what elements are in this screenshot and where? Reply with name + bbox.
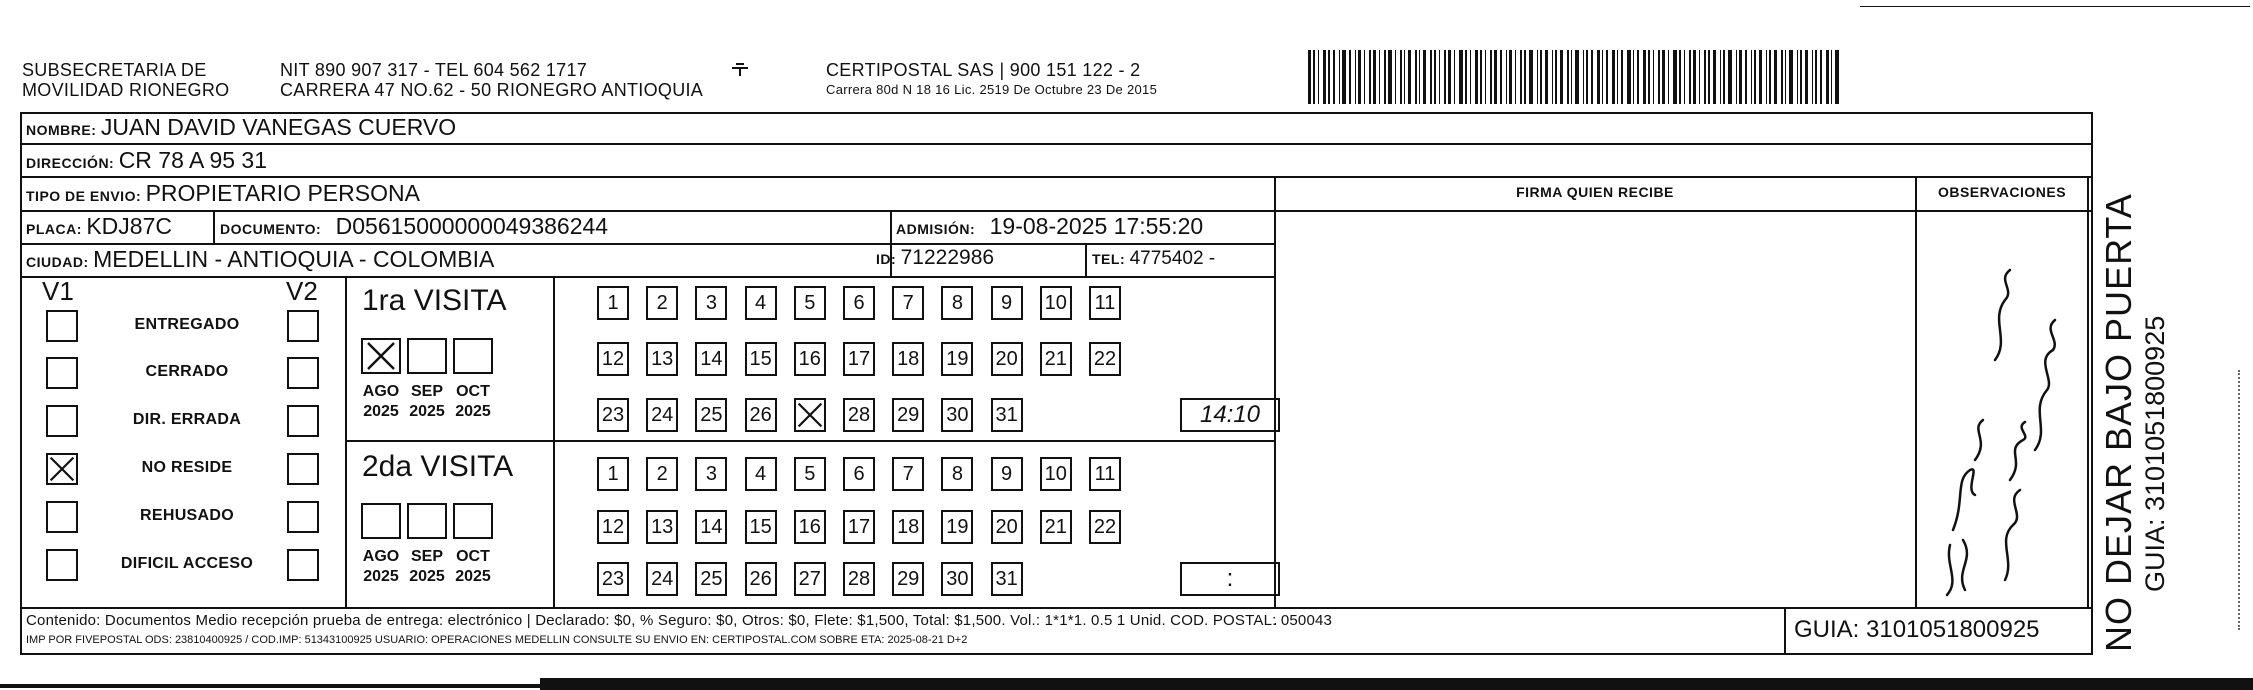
v2-checkbox[interactable] (287, 310, 319, 342)
nombre-label: NOMBRE: (26, 122, 97, 138)
row-rule (345, 440, 1275, 442)
barcode-bar (1515, 50, 1516, 104)
barcode-bar (1500, 50, 1502, 104)
nombre-value: JUAN DAVID VANEGAS CUERVO (100, 114, 457, 140)
second-visit-time[interactable]: : (1180, 562, 1280, 596)
barcode-bar (1739, 50, 1742, 104)
day-box[interactable]: 8 (941, 286, 973, 320)
v2-label: V2 (286, 276, 318, 306)
v1-checkbox[interactable] (46, 549, 78, 581)
barcode-bar (1633, 50, 1634, 104)
barcode-bar (1781, 50, 1783, 104)
status-label: NO RESIDE (141, 459, 233, 476)
barcode-bar (1408, 50, 1411, 104)
month-year: 2025 (455, 568, 491, 585)
month-year: 2025 (455, 403, 491, 420)
ciudad-value: MEDELLIN - ANTIOQUIA - COLOMBIA (93, 246, 495, 272)
month-year: 2025 (363, 403, 399, 420)
footer-guia: GUIA: 3101051800925 (1794, 616, 2040, 643)
barcode-bar (1480, 50, 1482, 104)
row-rule (20, 607, 2093, 609)
day-box[interactable]: 26 (745, 398, 777, 432)
id-label: ID: (876, 251, 897, 267)
barcode-bar (1415, 50, 1417, 104)
month-box[interactable] (361, 338, 401, 374)
barcode-bar (1571, 50, 1572, 104)
row-rule (20, 210, 2093, 212)
day-box[interactable]: 5 (794, 457, 826, 491)
day-box[interactable]: 7 (892, 457, 924, 491)
day-box[interactable]: 9 (991, 286, 1023, 320)
day-box[interactable]: 2 (646, 457, 678, 491)
barcode-bar (1384, 50, 1386, 104)
day-box[interactable]: 8 (941, 457, 973, 491)
logo-icon (728, 62, 752, 83)
barcode-bar (1388, 50, 1392, 104)
barcode-bar (1575, 50, 1579, 104)
v2-checkbox[interactable] (287, 453, 319, 485)
barcode-bar (1318, 50, 1319, 104)
day-box[interactable]: 28 (843, 562, 875, 596)
direccion-row (26, 147, 267, 174)
barcode-bar (1759, 50, 1762, 104)
barcode-bar (1699, 50, 1700, 104)
second-visit-title: 2da VISITA (362, 450, 514, 483)
day-box[interactable]: 5 (794, 286, 826, 320)
day-box[interactable]: 12 (597, 342, 629, 376)
barcode-bar (1540, 50, 1542, 104)
first-visit-title: 1ra VISITA (362, 284, 507, 317)
col-rule (1784, 607, 1786, 655)
barcode-bar (1789, 50, 1793, 104)
day-box[interactable]: 22 (1089, 510, 1121, 544)
day-box[interactable]: 28 (843, 398, 875, 432)
barcode-bar (1751, 50, 1752, 104)
month-label: AGO (362, 383, 400, 400)
barcode-bar (1693, 50, 1696, 104)
barcode-bar (1475, 50, 1478, 104)
barcode-bar (1494, 50, 1497, 104)
barcode-bar (1465, 50, 1467, 104)
barcode-bar (1509, 50, 1512, 104)
tipo-label: TIPO DE ENVIO: (26, 188, 142, 204)
footer-contenido: Contenido: Documentos Medio recepción prueba de entrega: electrónico | Declarado: $0, % Seguro: $0, Otros: $0, Flete: $1,500, Total: $1,500. Vol.: 1*1*1. 0.5 1 Unid. COD. POSTAL: 050043 (26, 612, 1333, 629)
day-box[interactable]: 17 (843, 510, 875, 544)
ciudad-label: CIUDAD: (26, 254, 89, 270)
tipo-row (26, 180, 420, 207)
barcode-bar (1815, 50, 1817, 104)
barcode-bar (1537, 50, 1538, 104)
check-mark-icon (363, 340, 399, 372)
col-rule (2087, 176, 2089, 607)
day-box[interactable]: 30 (941, 398, 973, 432)
barcode-bar (1736, 50, 1737, 104)
first-visit-time[interactable]: 14:10 (1180, 398, 1280, 432)
barcode-bar (1448, 50, 1451, 104)
barcode-bar (1586, 50, 1588, 104)
firma-label: FIRMA QUIEN RECIBE (1516, 184, 1674, 200)
barcode-bar (1490, 50, 1492, 104)
barcode-bar (1643, 50, 1646, 104)
barcode-bar (1524, 50, 1526, 104)
barcode-bar (1745, 50, 1747, 104)
side-line-1: NO DEJAR BAJO PUERTA (2098, 193, 2139, 652)
barcode-bar (1662, 50, 1665, 104)
barcode-bar (1430, 50, 1432, 104)
day-box[interactable]: 23 (597, 398, 629, 432)
edge-marks (2238, 370, 2244, 630)
barcode-bar (1369, 50, 1371, 104)
barcode-bar (1835, 50, 1839, 104)
barcode-bar (1313, 50, 1315, 104)
barcode-bar (1648, 50, 1650, 104)
v1-checkbox[interactable] (46, 357, 78, 389)
barcode-bar (1379, 50, 1380, 104)
barcode-bar (1439, 50, 1440, 104)
barcode-bar (1606, 50, 1608, 104)
barcode-bar (1627, 50, 1631, 104)
admision-label: ADMISIÓN: (896, 221, 976, 237)
barcode-bar (1679, 50, 1681, 104)
month-year: 2025 (363, 568, 399, 585)
barcode-bar (1785, 50, 1786, 104)
barcode-bar (1728, 50, 1732, 104)
month-label: OCT (456, 383, 490, 400)
day-box[interactable]: 30 (941, 562, 973, 596)
barcode-bar (1673, 50, 1677, 104)
check-mark-icon (796, 400, 824, 430)
barcode-bar (1621, 50, 1623, 104)
day-box[interactable]: 31 (991, 398, 1023, 432)
day-box[interactable]: 17 (843, 342, 875, 376)
barcode-bar (1637, 50, 1639, 104)
month-label: SEP (410, 383, 443, 400)
direccion-label: DIRECCIÓN: (26, 155, 115, 171)
barcode-bar (1602, 50, 1603, 104)
agency-line-2: MOVILIDAD RIONEGRO (22, 80, 230, 100)
day-box[interactable]: 18 (892, 342, 924, 376)
documento-value: D05615000000049386244 (335, 213, 609, 239)
day-box[interactable]: 26 (745, 562, 777, 596)
barcode-bar (1423, 50, 1426, 104)
day-box[interactable]: 16 (794, 342, 826, 376)
barcode-bar (1323, 50, 1326, 104)
row-rule (20, 143, 2093, 145)
day-box[interactable]: 25 (695, 562, 727, 596)
agency-name (22, 60, 229, 100)
day-box[interactable]: 3 (695, 286, 727, 320)
day-box[interactable]: 11 (1089, 286, 1121, 320)
day-box[interactable]: 16 (794, 510, 826, 544)
month-caption (443, 382, 503, 422)
bottom-edge-left (0, 684, 540, 688)
barcode-bar (1358, 50, 1361, 104)
day-box[interactable]: 6 (843, 457, 875, 491)
day-box[interactable]: 25 (695, 398, 727, 432)
v2-checkbox[interactable] (287, 549, 319, 581)
day-box[interactable]: 22 (1089, 342, 1121, 376)
day-box[interactable]: 11 (1089, 457, 1121, 491)
barcode-bar (1400, 50, 1402, 104)
day-box[interactable]: 29 (892, 398, 924, 432)
tel-cell (1092, 248, 1215, 270)
barcode-bar (1774, 50, 1777, 104)
barcode-bar (1653, 50, 1654, 104)
row-rule (20, 176, 2093, 178)
bottom-edge (540, 678, 2253, 690)
month-box[interactable] (453, 503, 493, 539)
barcode-bar (1684, 50, 1685, 104)
day-box[interactable]: 27 (794, 562, 826, 596)
day-box[interactable]: 13 (646, 510, 678, 544)
month-box[interactable] (453, 338, 493, 374)
day-box[interactable]: 1 (597, 286, 629, 320)
day-box[interactable]: 20 (991, 342, 1023, 376)
day-box[interactable]: 12 (597, 510, 629, 544)
barcode-bar (1454, 50, 1455, 104)
day-box[interactable]: 15 (745, 510, 777, 544)
company-info (826, 60, 1157, 100)
address-line: CARRERA 47 NO.62 - 50 RIONEGRO ANTIOQUIA (280, 80, 704, 100)
barcode-bar (1373, 50, 1376, 104)
month-label: SEP (410, 548, 443, 565)
barcode-bar (1364, 50, 1365, 104)
v2-checkbox[interactable] (287, 501, 319, 533)
day-box[interactable]: 21 (1040, 342, 1072, 376)
day-box[interactable]: 14 (695, 342, 727, 376)
tel-value: 4775402 - (1129, 248, 1216, 269)
barcode-bar (1658, 50, 1660, 104)
day-box[interactable]: 1 (597, 457, 629, 491)
barcode-bar (1555, 50, 1557, 104)
col-rule (1085, 243, 1087, 276)
day-box[interactable]: 3 (695, 457, 727, 491)
v2-checkbox[interactable] (287, 405, 319, 437)
side-notice (2098, 132, 2238, 652)
v1-checkbox[interactable] (46, 501, 78, 533)
month-box[interactable] (407, 338, 447, 374)
barcode-bar (1333, 50, 1335, 104)
barcode-bar (1342, 50, 1346, 104)
barcode-bar (1520, 50, 1522, 104)
col-rule (213, 210, 215, 243)
day-box[interactable]: 20 (991, 510, 1023, 544)
day-box[interactable]: 23 (597, 562, 629, 596)
barcode-bar (1826, 50, 1829, 104)
day-box[interactable]: 15 (745, 342, 777, 376)
admision-value: 19-08-2025 17:55:20 (989, 213, 1204, 239)
day-box[interactable]: 7 (892, 286, 924, 320)
v2-checkbox[interactable] (287, 357, 319, 389)
barcode-bar (1529, 50, 1533, 104)
barcode-bar (1339, 50, 1340, 104)
side-line-2: GUIA: 3101051800925 (2140, 315, 2170, 592)
barcode-bar (1800, 50, 1802, 104)
id-value: 71222986 (900, 246, 995, 269)
top-rule (1860, 6, 2250, 7)
month-caption (443, 547, 503, 587)
barcode-bar (1552, 50, 1553, 104)
barcode-bar (1689, 50, 1691, 104)
month-year: 2025 (409, 568, 445, 585)
documento-label: DOCUMENTO: (220, 221, 322, 237)
v1-checkbox[interactable] (46, 405, 78, 437)
barcode-bar (1769, 50, 1771, 104)
day-box[interactable]: 19 (941, 342, 973, 376)
documento-cell (220, 213, 608, 240)
barcode-bar (1485, 50, 1486, 104)
footer-imp: IMP POR FIVEPOSTAL ODS: 23810400925 / COD.IMP: 51343100925 USUARIO: OPERACIONES MEDELLIN CONSULTE SU ENVIO EN: CERTIPOSTAL.COM SOBRE ETA: 2025-08-21 D+2 (26, 634, 968, 646)
day-box[interactable]: 6 (843, 286, 875, 320)
barcode-bar (1404, 50, 1405, 104)
company-line: CERTIPOSTAL SAS | 900 151 122 - 2 (826, 60, 1141, 80)
month-label: AGO (362, 548, 400, 565)
barcode-bar (1617, 50, 1618, 104)
barcode-bar (1597, 50, 1600, 104)
barcode-bar (1831, 50, 1832, 104)
barcode-bar (1349, 50, 1351, 104)
month-label: OCT (456, 548, 490, 565)
placa-value: KDJ87C (86, 213, 172, 239)
day-box[interactable]: 9 (991, 457, 1023, 491)
agency-contact (280, 60, 703, 100)
day-box[interactable]: 21 (1040, 510, 1072, 544)
barcode-bar (1713, 50, 1716, 104)
barcode-bar (1545, 50, 1548, 104)
barcode-bar (1328, 50, 1330, 104)
day-box[interactable]: 24 (646, 562, 678, 596)
day-box[interactable]: 18 (892, 510, 924, 544)
barcode-bar (1355, 50, 1356, 104)
barcode-bar (1668, 50, 1669, 104)
row-rule (20, 276, 1275, 278)
tel-label: TEL: (1092, 251, 1126, 267)
day-box[interactable]: 29 (892, 562, 924, 596)
barcode-bar (1459, 50, 1463, 104)
barcode-bar (1591, 50, 1593, 104)
v1-checkbox[interactable] (46, 453, 78, 485)
day-box[interactable]: 14 (695, 510, 727, 544)
barcode-bar (1308, 50, 1311, 104)
admision-cell (896, 213, 1203, 240)
id-cell (876, 246, 994, 270)
day-box[interactable]: 4 (745, 457, 777, 491)
nit-line: NIT 890 907 317 - TEL 604 562 1717 (280, 60, 588, 80)
observaciones-label: OBSERVACIONES (1937, 184, 2067, 200)
barcode-bar (1583, 50, 1584, 104)
barcode-bar (1805, 50, 1808, 104)
status-label: DIFICIL ACCESO (120, 555, 254, 572)
barcode-bar (1820, 50, 1822, 104)
check-mark-icon (48, 455, 76, 483)
license-line: Carrera 80d N 18 16 Lic. 2519 De Octubre 23 De 2015 (826, 82, 1158, 97)
barcode-bar (1708, 50, 1710, 104)
col-rule (1274, 176, 1276, 607)
placa-cell (26, 213, 172, 240)
nombre-row (26, 114, 456, 141)
ciudad-cell (26, 246, 494, 273)
barcode-bar (1704, 50, 1706, 104)
tipo-value: PROPIETARIO PERSONA (145, 180, 420, 206)
barcode-bar (1470, 50, 1471, 104)
status-label: CERRADO (145, 363, 229, 380)
barcode-bar (1567, 50, 1569, 104)
status-label: DIR. ERRADA (132, 411, 242, 428)
barcode-bar (1754, 50, 1756, 104)
day-box[interactable]: 13 (646, 342, 678, 376)
day-box[interactable] (794, 398, 826, 432)
status-label: ENTREGADO (134, 316, 240, 333)
barcode-bar (1812, 50, 1813, 104)
placa-label: PLACA: (26, 221, 82, 237)
month-year: 2025 (409, 403, 445, 420)
month-box[interactable] (407, 503, 447, 539)
barcode-bar (1720, 50, 1721, 104)
barcode-bar (1395, 50, 1396, 104)
barcode-bar (1560, 50, 1563, 104)
barcode-bar (1444, 50, 1446, 104)
barcode-bar (1612, 50, 1615, 104)
barcode-bar (1419, 50, 1420, 104)
v1-checkbox[interactable] (46, 310, 78, 342)
day-box[interactable]: 4 (745, 286, 777, 320)
day-box[interactable]: 19 (941, 510, 973, 544)
day-box[interactable]: 10 (1040, 286, 1072, 320)
agency-line-1: SUBSECRETARIA DE (22, 60, 207, 80)
v1-label: V1 (42, 276, 74, 306)
handwritten-observation (1935, 240, 2075, 600)
day-box[interactable]: 24 (646, 398, 678, 432)
barcode-bar (1797, 50, 1798, 104)
barcode-bar (1723, 50, 1725, 104)
direccion-value: CR 78 A 95 31 (118, 147, 268, 173)
day-box[interactable]: 10 (1040, 457, 1072, 491)
col-rule (1915, 176, 1917, 607)
barcode (1308, 50, 1923, 104)
barcode-bar (1766, 50, 1767, 104)
barcode-bar (1506, 50, 1507, 104)
day-box[interactable]: 2 (646, 286, 678, 320)
barcode-bar (1434, 50, 1436, 104)
day-box[interactable]: 31 (991, 562, 1023, 596)
month-box[interactable] (361, 503, 401, 539)
status-label: REHUSADO (140, 507, 234, 524)
